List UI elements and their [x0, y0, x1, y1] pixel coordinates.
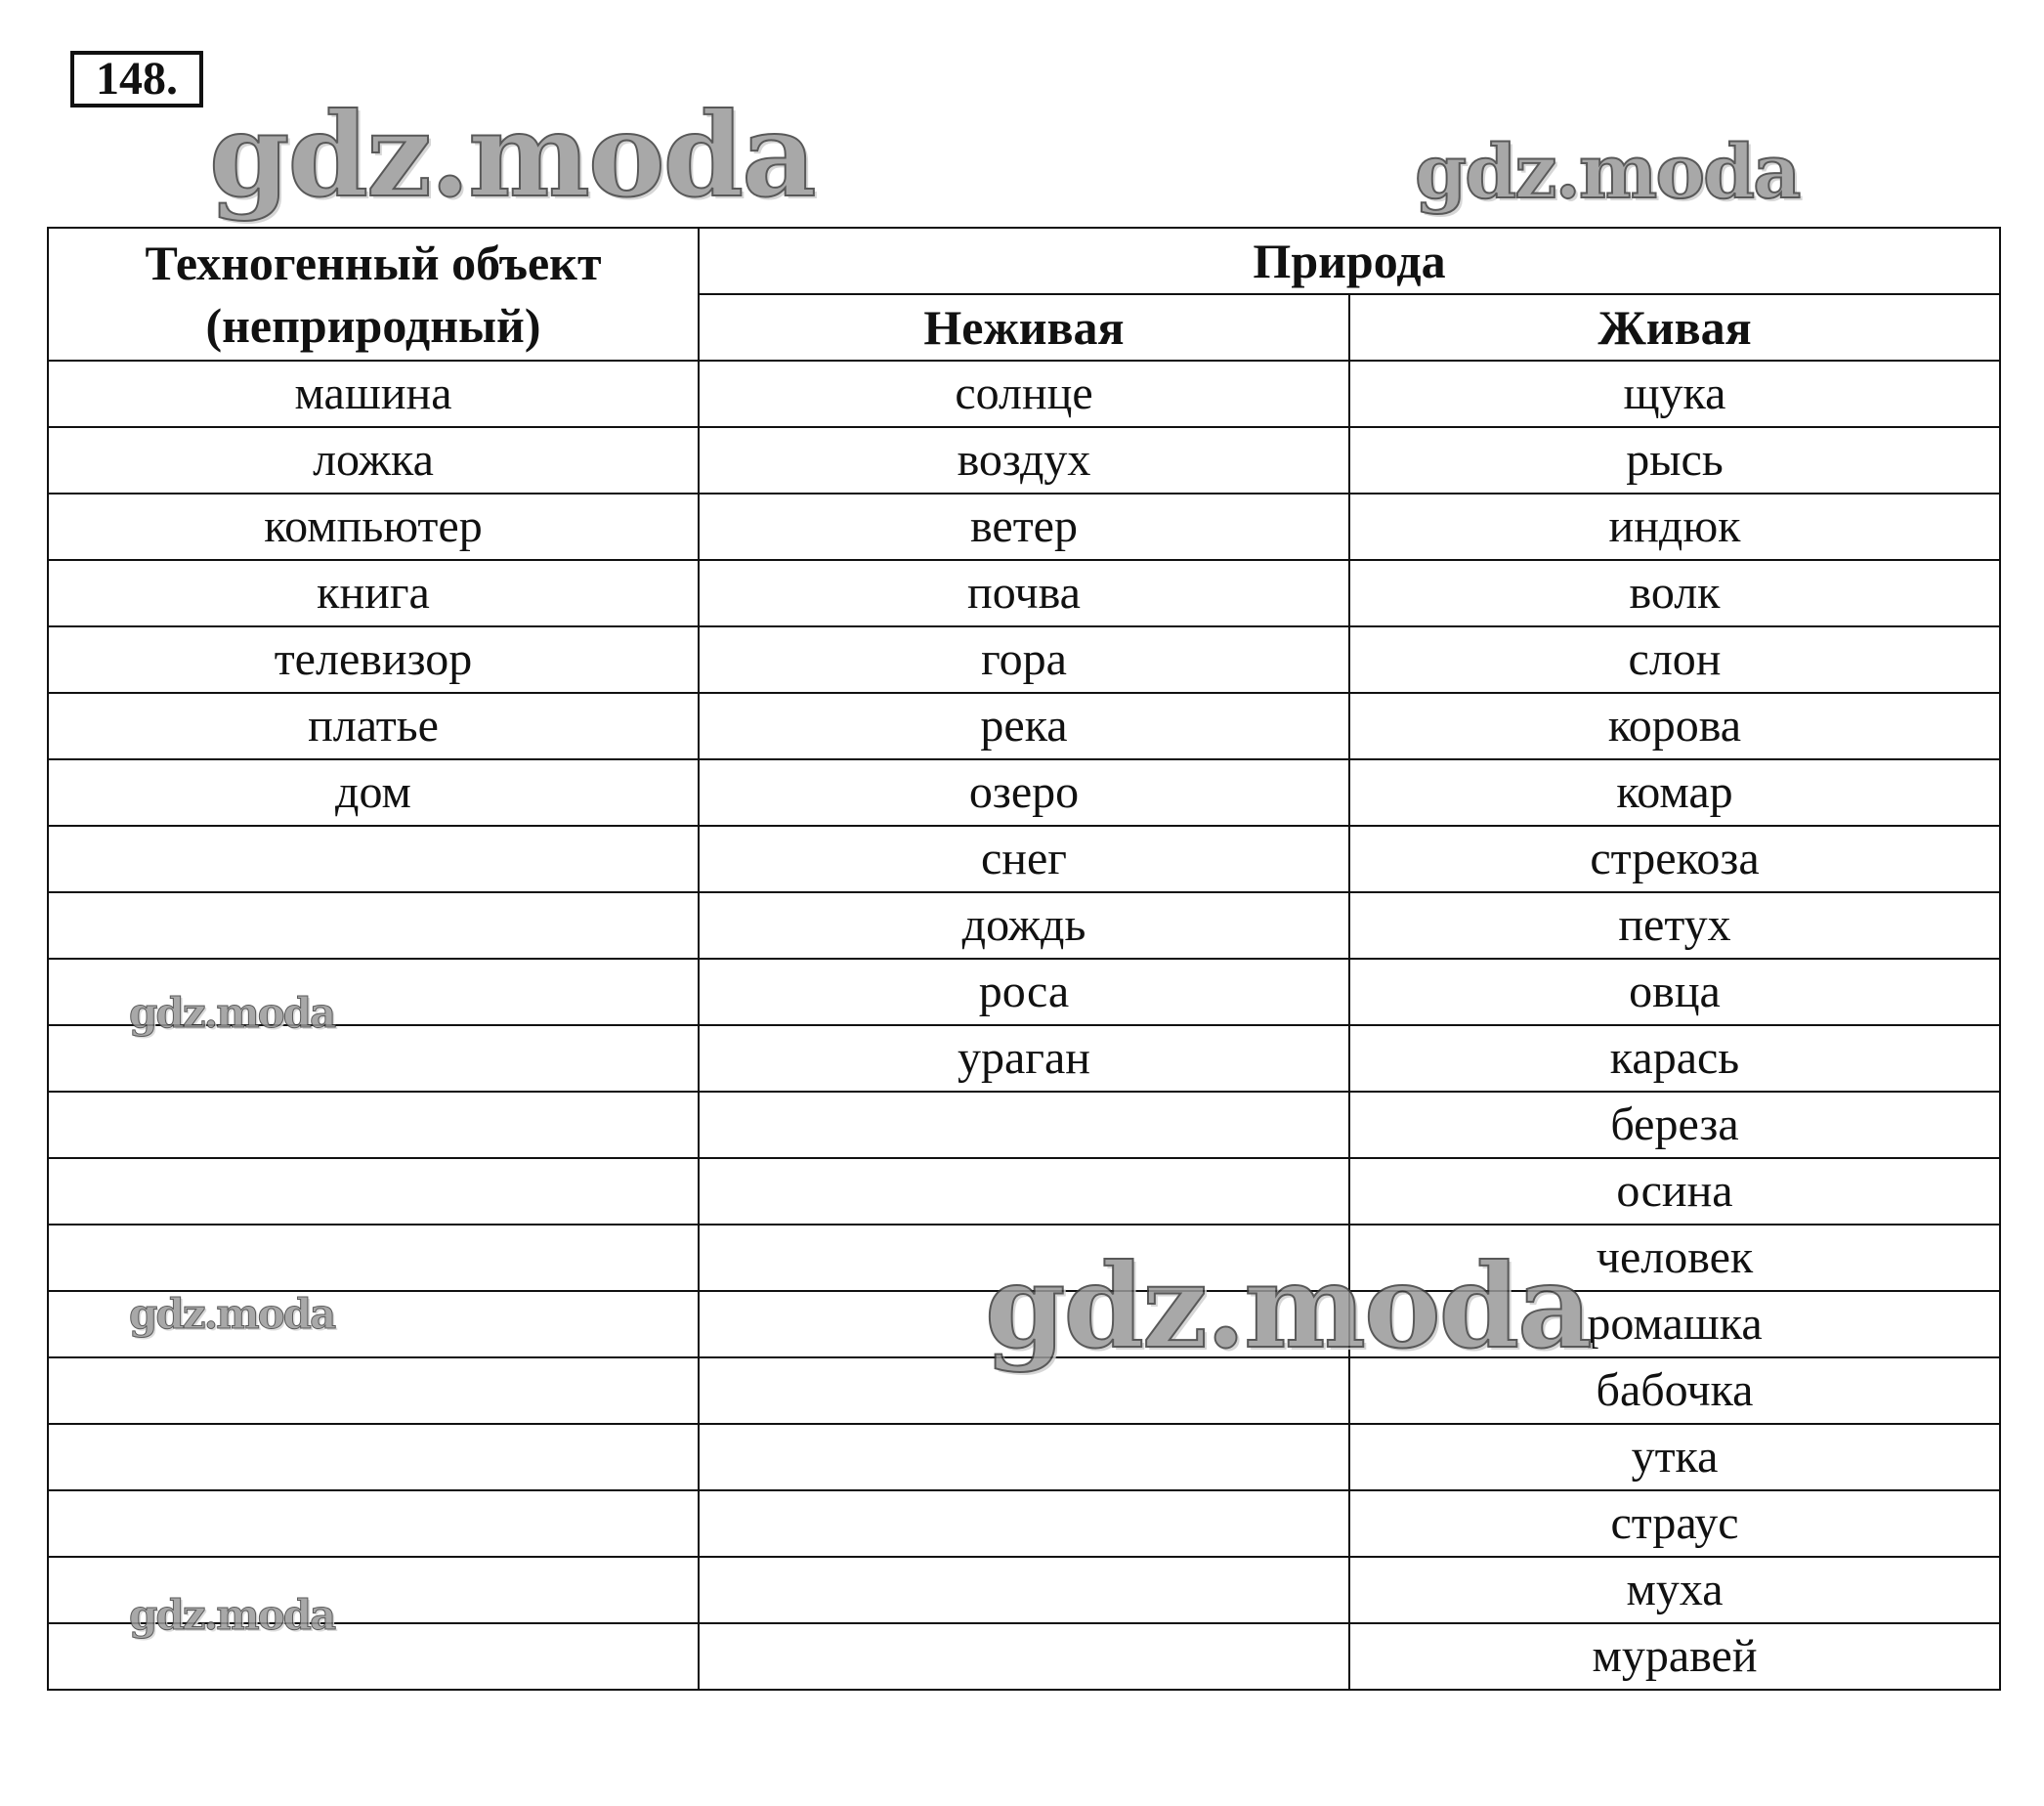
watermark-logo: gdz.moda	[129, 989, 335, 1037]
exercise-number: 148.	[70, 51, 203, 108]
technogenic-cell	[48, 1158, 699, 1225]
living-cell: стрекоза	[1349, 826, 2000, 892]
table-row	[48, 1623, 2000, 1690]
header-technogenic	[48, 228, 699, 361]
technogenic-cell	[48, 892, 699, 959]
table-row	[48, 1225, 2000, 1291]
nonliving-cell: воздух	[699, 427, 1349, 494]
living-cell: индюк	[1349, 494, 2000, 560]
nonliving-cell: снег	[699, 826, 1349, 892]
living-cell: овца	[1349, 959, 2000, 1025]
table-row	[48, 1158, 2000, 1225]
nonliving-cell	[699, 1557, 1349, 1623]
nonliving-cell: ветер	[699, 494, 1349, 560]
technogenic-cell	[48, 1490, 699, 1557]
header-nature: Природа	[699, 228, 2000, 294]
table-row	[48, 959, 2000, 1025]
table-row	[48, 1025, 2000, 1092]
living-cell: утка	[1349, 1424, 2000, 1490]
nonliving-cell	[699, 1357, 1349, 1424]
nonliving-cell: река	[699, 693, 1349, 759]
header-row	[48, 228, 2000, 294]
watermark-logo: gdz.moda	[209, 87, 815, 223]
table-row	[48, 427, 2000, 494]
header-nonliving: Неживая	[699, 294, 1349, 361]
technogenic-cell: дом	[48, 759, 699, 826]
technogenic-cell	[48, 1357, 699, 1424]
living-cell: муравей	[1349, 1623, 2000, 1690]
nonliving-cell	[699, 1225, 1349, 1291]
nonliving-cell: роса	[699, 959, 1349, 1025]
living-cell: осина	[1349, 1158, 2000, 1225]
living-cell: береза	[1349, 1092, 2000, 1158]
technogenic-cell	[48, 1025, 699, 1092]
living-cell: человек	[1349, 1225, 2000, 1291]
technogenic-cell: машина	[48, 361, 699, 427]
nonliving-cell	[699, 1092, 1349, 1158]
nonliving-cell: ураган	[699, 1025, 1349, 1092]
nonliving-cell	[699, 1291, 1349, 1357]
living-cell: страус	[1349, 1490, 2000, 1557]
technogenic-cell	[48, 1225, 699, 1291]
table-row	[48, 560, 2000, 626]
watermark-logo: gdz.moda	[985, 1238, 1591, 1374]
watermark-logo: gdz.moda	[129, 1591, 335, 1639]
living-cell: муха	[1349, 1557, 2000, 1623]
technogenic-cell	[48, 959, 699, 1025]
table-row	[48, 693, 2000, 759]
living-cell: карась	[1349, 1025, 2000, 1092]
nonliving-cell	[699, 1623, 1349, 1690]
nonliving-cell: гора	[699, 626, 1349, 693]
nonliving-cell	[699, 1424, 1349, 1490]
living-cell: щука	[1349, 361, 2000, 427]
living-cell: петух	[1349, 892, 2000, 959]
technogenic-cell	[48, 1092, 699, 1158]
table-row	[48, 1424, 2000, 1490]
table-row	[48, 1557, 2000, 1623]
table-row	[48, 1092, 2000, 1158]
living-cell: ромашка	[1349, 1291, 2000, 1357]
table-body	[48, 361, 2000, 1690]
living-cell: рысь	[1349, 427, 2000, 494]
header-technogenic-line2: (неприродный)	[205, 298, 541, 353]
technogenic-cell	[48, 826, 699, 892]
living-cell: корова	[1349, 693, 2000, 759]
table-row	[48, 361, 2000, 427]
header-technogenic-line1: Техногенный объект	[145, 236, 602, 290]
technogenic-cell	[48, 1623, 699, 1690]
table-row	[48, 626, 2000, 693]
table-row	[48, 1291, 2000, 1357]
nonliving-cell: солнце	[699, 361, 1349, 427]
living-cell: волк	[1349, 560, 2000, 626]
table-row	[48, 494, 2000, 560]
nonliving-cell: почва	[699, 560, 1349, 626]
table-row	[48, 826, 2000, 892]
table-row	[48, 1357, 2000, 1424]
living-cell: комар	[1349, 759, 2000, 826]
technogenic-cell	[48, 1557, 699, 1623]
header-living: Живая	[1349, 294, 2000, 361]
nonliving-cell: дождь	[699, 892, 1349, 959]
watermark-logo: gdz.moda	[129, 1290, 335, 1338]
technogenic-cell: платье	[48, 693, 699, 759]
technogenic-cell: ложка	[48, 427, 699, 494]
nonliving-cell: озеро	[699, 759, 1349, 826]
technogenic-cell: телевизор	[48, 626, 699, 693]
technogenic-cell	[48, 1291, 699, 1357]
table-row	[48, 1490, 2000, 1557]
nonliving-cell	[699, 1158, 1349, 1225]
living-cell: бабочка	[1349, 1357, 2000, 1424]
watermark-logo: gdz.moda	[1415, 128, 1800, 215]
nonliving-cell	[699, 1490, 1349, 1557]
technogenic-cell: компьютер	[48, 494, 699, 560]
classification-table	[47, 227, 2001, 1691]
technogenic-cell	[48, 1424, 699, 1490]
technogenic-cell: книга	[48, 560, 699, 626]
living-cell: слон	[1349, 626, 2000, 693]
table-row	[48, 759, 2000, 826]
table-row	[48, 892, 2000, 959]
